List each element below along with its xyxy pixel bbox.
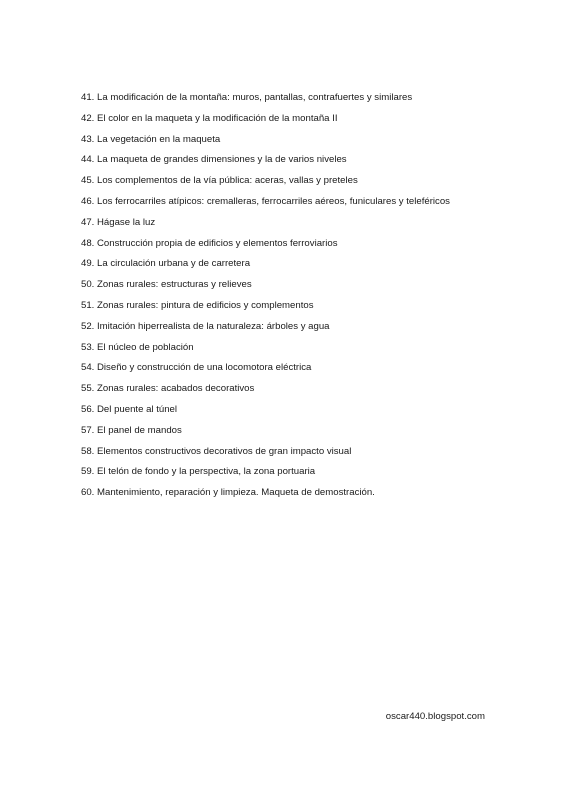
chapter-item: 44. La maqueta de grandes dimensiones y la de varios niveles (81, 154, 347, 166)
chapter-item: 46. Los ferrocarriles atípicos: cremalleras, ferrocarriles aéreos, funiculares y teleféricos (81, 195, 450, 207)
chapter-item: 50. Zonas rurales: estructuras y relieves (81, 279, 252, 291)
chapter-item: 51. Zonas rurales: pintura de edificios y complementos (81, 299, 314, 311)
chapter-item: 53. El núcleo de población (81, 341, 194, 353)
chapter-item: 52. Imitación hiperrealista de la naturaleza: árboles y agua (81, 320, 330, 332)
chapter-item: 41. La modificación de la montaña: muros, pantallas, contrafuertes y similares (81, 92, 413, 103)
chapter-item: 54. Diseño y construcción de una locomotora eléctrica (81, 362, 312, 374)
chapter-item: 47. Hágase la luz (81, 216, 156, 228)
chapter-item: 43. La vegetación en la maqueta (81, 133, 221, 145)
chapter-item: 45. Los complementos de la vía pública: aceras, vallas y preteles (81, 175, 358, 187)
chapter-item: 55. Zonas rurales: acabados decorativos (81, 383, 255, 395)
chapter-item: 49. La circulación urbana y de carretera (81, 258, 251, 270)
chapter-list (81, 88, 541, 504)
chapter-item: 48. Construcción propia de edificios y elementos ferroviarios (81, 237, 338, 249)
footer-site: oscar440.blogspot.com (385, 711, 485, 722)
chapter-item: 58. Elementos constructivos decorativos de gran impacto visual (81, 445, 352, 457)
chapter-item: 60. Mantenimiento, reparación y limpieza. Maqueta de demostración. (81, 487, 375, 499)
chapter-item: 59. El telón de fondo y la perspectiva, la zona portuaria (81, 466, 316, 478)
chapter-item: 56. Del puente al túnel (81, 403, 178, 415)
chapter-item: 57. El panel de mandos (81, 424, 182, 436)
chapter-item: 42. El color en la maqueta y la modificación de la montaña II (81, 112, 338, 124)
